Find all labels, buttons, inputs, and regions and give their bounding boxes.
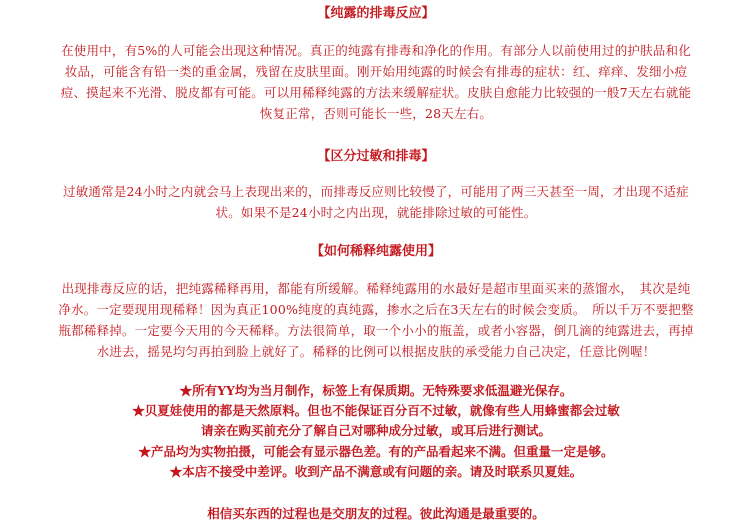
heading-allergy-vs-detox: 【区分过敏和排毒】 bbox=[317, 149, 435, 164]
text-line: 瓶都稀释掉。一定要今天用的今天稀释。方法很简单，取一个小小的瓶盖，或者小容器，倒几滴的纯露进去，再掉 bbox=[58, 323, 694, 338]
text-line: 净水。一定要现用现稀释！因为真正100%纯度的真纯露，掺水之后在3天左右的时候会变质。 所以千万不要把整 bbox=[58, 302, 694, 317]
text-line: 在使用中，有5%的人可能会出现这种情况。真正的纯露有排毒和净化的作用。有部分人以前使用过的护肤品和化 bbox=[61, 43, 691, 58]
note-line: ★产品均为实物拍摄，可能会有显示器色差。有的产品看起来不满。但重量一定是够。 bbox=[138, 443, 614, 459]
text-line: 状。如果不是24小时之内出现，就能排除过敏的可能性。 bbox=[215, 205, 537, 220]
heading-detox-reaction: 【纯露的排毒反应】 bbox=[317, 6, 435, 21]
text-line: 恢复正常，否则可能长一些，28天左右。 bbox=[259, 106, 493, 121]
heading-how-to-dilute: 【如何稀释纯露使用】 bbox=[310, 244, 441, 259]
text-line: 妆品，可能含有铅一类的重金属，残留在皮肤里面。刚开始用纯露的时候会有排毒的症状：红、痒痒、发细小痘 bbox=[64, 64, 688, 79]
closing-message: 相信买东西的过程也是交朋友的过程。彼此沟通是最重要的。 bbox=[207, 506, 545, 521]
paragraph-detox-reaction bbox=[4, 40, 748, 124]
text-line: 痘、摸起来不光滑、脱皮都有可能。可以用稀释纯露的方法来缓解症状。皮肤自愈能力比较强的一般7天左右就能 bbox=[60, 85, 692, 100]
paragraph-allergy-vs-detox bbox=[4, 181, 748, 223]
text-line: 水进去，摇晃均匀再拍到脸上就好了。稀释的比例可以根据皮肤的承受能力自己决定，任意比例喔！ bbox=[96, 344, 656, 359]
note-line: ★贝夏娃使用的都是天然原料。但也不能保证百分百不过敏，就像有些人用蜂蜜都会过敏 bbox=[132, 403, 620, 419]
store-notes bbox=[0, 381, 752, 482]
note-line: ★本店不接受中差评。收到产品不满意或有问题的亲。请及时联系贝夏娃。 bbox=[169, 463, 583, 479]
text-line: 出现排毒反应的话，把纯露稀释再用，都能有所缓解。稀释纯露用的水最好是超市里面买来的蒸馏水， 其次是纯 bbox=[61, 281, 691, 296]
note-line: 请亲在购买前充分了解自己对哪种成分过敏，或耳后进行测试。 bbox=[200, 423, 551, 439]
text-line: 过敏通常是24小时之内就会马上表现出来的，而排毒反应则比较慢了，可能用了两三天甚至一周，才出现不适症 bbox=[63, 184, 689, 199]
paragraph-how-to-dilute bbox=[4, 278, 748, 362]
note-line: ★所有YY均为当月制作，标签上有保质期。无特殊要求低温避光保存。 bbox=[179, 383, 573, 398]
